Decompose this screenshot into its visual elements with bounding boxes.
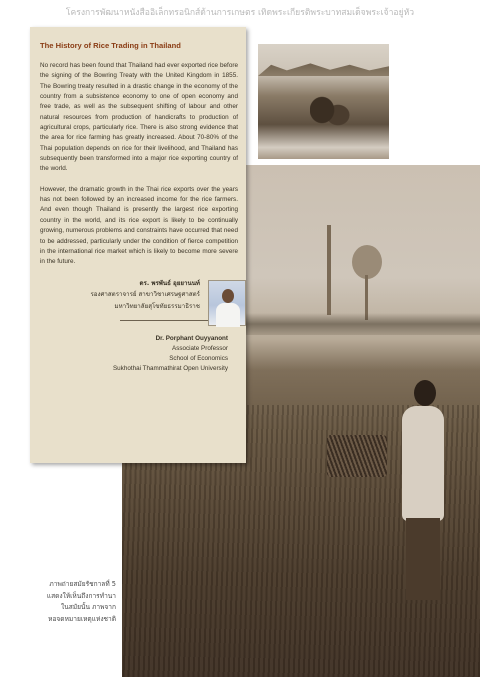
signature-divider	[120, 320, 208, 321]
signature-role: Associate Professor	[172, 344, 228, 352]
signature-thai-title: รองศาสตราจารย์ สาขาวิชาเศรษฐศาสตร์	[90, 291, 200, 299]
photo-farmer	[384, 380, 454, 600]
signature-thai	[40, 278, 200, 313]
portrait-face	[222, 289, 234, 303]
signature-university: Sukhothai Thammathirat Open University	[112, 365, 228, 373]
farmer-head	[414, 380, 436, 406]
house-roofs	[258, 62, 389, 76]
author-portrait	[208, 280, 246, 326]
signature-thai-name: ดร. พรพันธ์ อุยยานนท์	[139, 279, 200, 287]
signature-thai-university: มหาวิทยาลัยสุโขทัยธรรมาธิราช	[114, 302, 200, 310]
caption-line: ในสมัยนั้น ภาพจาก	[60, 603, 116, 611]
photo-tree	[352, 245, 382, 279]
farmer-torso	[402, 406, 444, 521]
photo-tree	[327, 225, 331, 315]
article-paragraph-1: No record has been found that Thailand had ever exported rice before the signing of the Bowring Treaty with the United Kingdom in 1855. The Bowring treaty resulted in a drastic change in the economy of the country from a subsistence economy to one of open economy and free trade, as well as the subsequent shifting of labour and other natural resources from production of handicrafts to production of agricultural crops, particularly rice. There is also strong evidence that the area for rice farming has greatly increased. About 70-80% of the Thai population depends on rice for their livelihood, and Thailand has subsequently been transformed into a major rice exporting country of the world.	[40, 62, 238, 173]
small-photo-village	[258, 44, 389, 159]
caption-line: หอจดหมายเหตุแห่งชาติ	[48, 614, 116, 623]
signature-block	[40, 278, 238, 338]
photo-people	[310, 90, 350, 140]
caption-line: ภาพถ่ายสมัยรัชกาลที่ 5	[49, 580, 116, 588]
article-title: The History of Rice Trading in Thailand	[40, 41, 181, 50]
farmer-legs	[406, 518, 440, 600]
signature-english	[40, 334, 238, 375]
article-paragraph-2: However, the dramatic growth in the Thai rice exports over the years has not been followed by an increased income for the rice farmers. And even though Thailand is presently the largest rice exporting country in the world, and its rice export is likely to be continually growing, numerous problems and constraints have occurred that need to be addressed, particularly under the condition of fierce competition in the international rice market which is likely to become more severe in the future.	[40, 185, 238, 266]
portrait-body	[216, 303, 240, 327]
signature-department: School of Economics	[169, 354, 228, 362]
photo-caption	[28, 579, 116, 625]
photo-rice-bundle	[327, 435, 387, 477]
caption-line: แสดงให้เห็นถึงการทำนา	[46, 591, 116, 600]
page-header: โครงการพัฒนาหนังสืออิเล็กทรอนิกส์ด้านการเกษตร เทิดพระเกียรติพระบาทสมเด็จพระเจ้าอยู่หัว	[65, 8, 415, 18]
article-box	[30, 27, 246, 463]
signature-name: Dr. Porphant Ouyyanont	[155, 334, 228, 342]
